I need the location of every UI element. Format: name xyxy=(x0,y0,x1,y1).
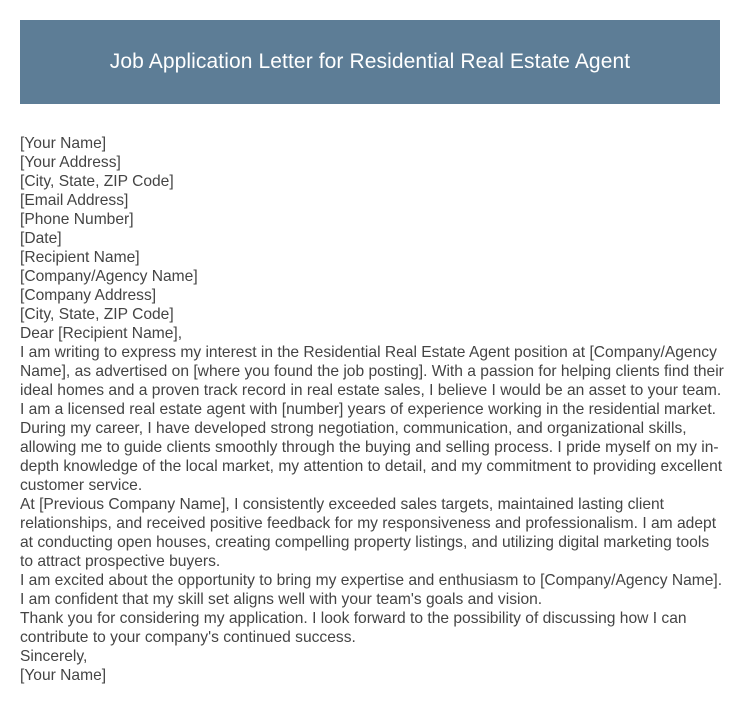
letter-date: [Date] xyxy=(20,230,62,247)
title-banner xyxy=(20,20,720,104)
sender-phone: [Phone Number] xyxy=(20,211,134,228)
paragraph-intro: I am writing to express my interest in the Residential Real Estate Agent position at [Company/Agency Name], as advertised on [where you found the job posting]. With a passion for helping clients find their ideal homes and a proven track record in real estate sales, I believe I would be an asset to your team. xyxy=(20,344,724,399)
salutation: Dear [Recipient Name], xyxy=(20,325,183,342)
signature: [Your Name] xyxy=(20,667,107,684)
paragraph-enthusiasm: I am excited about the opportunity to bring my expertise and enthusiasm to [Company/Agency Name]. I am confident that my skill set aligns well with your team's goals and vision. xyxy=(20,572,723,608)
recipient-city-state-zip: [City, State, ZIP Code] xyxy=(20,306,174,323)
letter-body xyxy=(20,134,725,685)
sender-name: [Your Name] xyxy=(20,135,107,152)
recipient-name: [Recipient Name] xyxy=(20,249,140,266)
page-title: Job Application Letter for Residential Real Estate Agent xyxy=(109,50,631,73)
sender-email: [Email Address] xyxy=(20,192,129,209)
sender-address: [Your Address] xyxy=(20,154,121,171)
recipient-company: [Company/Agency Name] xyxy=(20,268,198,285)
closing: Sincerely, xyxy=(20,648,88,665)
paragraph-achievements: At [Previous Company Name], I consistently exceeded sales targets, maintained lasting client relationships, and received positive feedback for my responsiveness and professionalism. I am adept at conducting open houses, creating compelling property listings, and utilizing digital marketing tools to attract prospective buyers. xyxy=(20,496,717,570)
sender-city-state-zip: [City, State, ZIP Code] xyxy=(20,173,174,190)
recipient-address: [Company Address] xyxy=(20,287,157,304)
paragraph-thanks: Thank you for considering my application. I look forward to the possibility of discussing how I can contribute to your company's continued success. xyxy=(20,610,687,646)
paragraph-experience: I am a licensed real estate agent with [number] years of experience working in the residential market. During my career, I have developed strong negotiation, communication, and organizational skills, allowing me to guide clients smoothly through the buying and selling process. I pride myself on my in-depth knowledge of the local market, my attention to detail, and my commitment to providing excellent customer service. xyxy=(20,401,723,494)
